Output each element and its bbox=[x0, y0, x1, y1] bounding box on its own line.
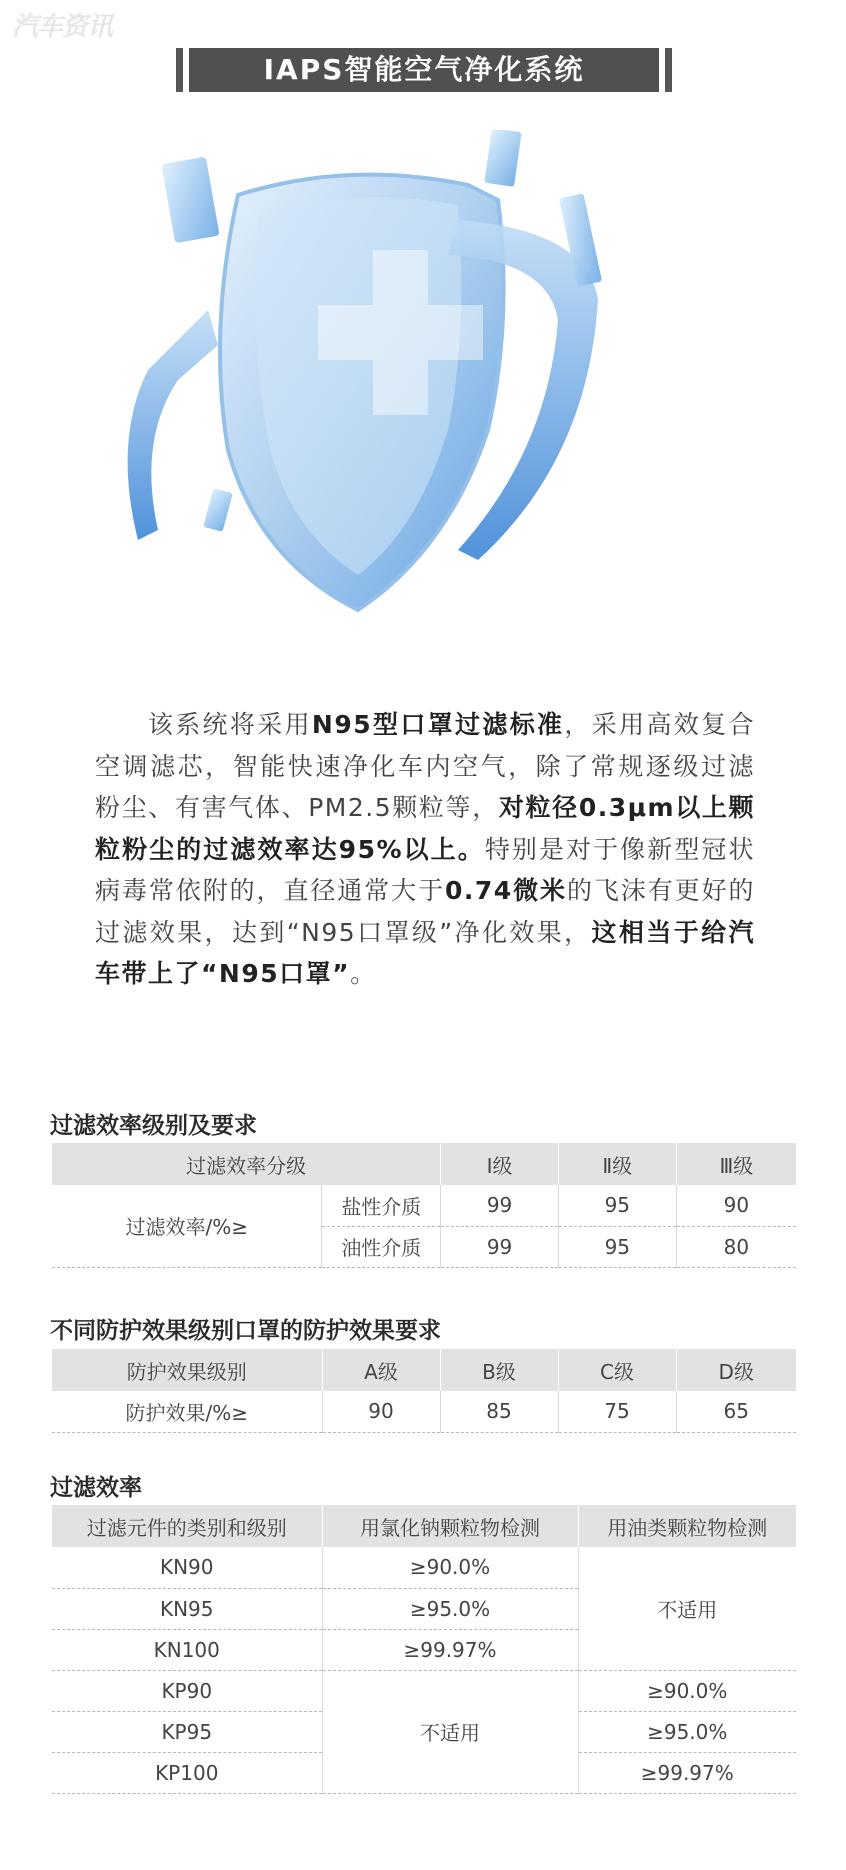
watermark-logo: 汽车资讯 bbox=[12, 12, 113, 42]
paragraph-emphasis: 这相当于给汽车带上了“N95口罩” bbox=[95, 917, 755, 988]
table3-class: KN95 bbox=[52, 1588, 322, 1629]
paragraph-text: 特别是对于像新型冠状病毒常依附的，直径通常大于 bbox=[95, 834, 755, 905]
table2-header-cell: 防护效果级别 bbox=[52, 1349, 322, 1391]
table1-header-cell: Ⅱ级 bbox=[558, 1143, 676, 1185]
table1-cell: 99 bbox=[441, 1185, 559, 1226]
paragraph-text: ，采用高效复合空调滤芯，智能快速净化车内空气，除了常规逐级过滤粉尘、有害气体、PM2.5颗粒等， bbox=[95, 710, 755, 822]
table2-header-cell: C级 bbox=[558, 1349, 676, 1391]
ribbon-left bbox=[128, 310, 218, 540]
table3-header-cell: 用氯化钠颗粒物检测 bbox=[322, 1505, 578, 1547]
table2-row-label: 防护效果/%≥ bbox=[52, 1391, 322, 1432]
page-title: IAPS智能空气净化系统 bbox=[189, 48, 659, 92]
filter-class-table bbox=[52, 1505, 796, 1794]
table3-not-applicable: 不适用 bbox=[322, 1670, 578, 1793]
table3-class: KN90 bbox=[52, 1547, 322, 1588]
paragraph-text: 该系统将采用 bbox=[147, 710, 312, 739]
table2-header-cell: A级 bbox=[322, 1349, 440, 1391]
floating-card-1 bbox=[161, 157, 219, 244]
table2-header-cell: D级 bbox=[676, 1349, 796, 1391]
table1-header-cell: 过滤效率分级 bbox=[52, 1143, 441, 1185]
table1-row-label: 过滤效率/%≥ bbox=[52, 1185, 322, 1267]
table1-cell: 99 bbox=[441, 1226, 559, 1267]
table3-oil: ≥99.97% bbox=[578, 1752, 796, 1793]
table3-nacl: ≥99.97% bbox=[322, 1629, 578, 1670]
table3-class: KP100 bbox=[52, 1752, 322, 1793]
description-paragraph bbox=[95, 704, 755, 995]
table3-class: KN100 bbox=[52, 1629, 322, 1670]
paragraph-text: 的飞沫有更好的过滤效果，达到“N95口罩级”净化效果， bbox=[95, 876, 755, 947]
table2-header-cell: B级 bbox=[440, 1349, 558, 1391]
table3-not-applicable: 不适用 bbox=[578, 1547, 796, 1670]
table1-medium: 油性介质 bbox=[322, 1226, 441, 1267]
protection-level-table bbox=[52, 1349, 796, 1433]
table3-header-cell: 用油类颗粒物检测 bbox=[578, 1505, 796, 1547]
table1-cell: 80 bbox=[676, 1226, 796, 1267]
table2-cell: 75 bbox=[558, 1391, 676, 1432]
table1-header-cell: Ⅲ级 bbox=[676, 1143, 796, 1185]
paragraph-text: 。 bbox=[350, 959, 377, 988]
table1-header-cell: Ⅰ级 bbox=[441, 1143, 559, 1185]
table2-cell: 85 bbox=[440, 1391, 558, 1432]
table1-cell: 90 bbox=[676, 1185, 796, 1226]
title-left-bar bbox=[176, 48, 183, 92]
floating-card-4 bbox=[203, 488, 233, 532]
table3-heading: 过滤效率 bbox=[50, 1475, 142, 1501]
table1-cell: 95 bbox=[558, 1226, 676, 1267]
title-right-bar bbox=[665, 48, 672, 92]
table3-nacl: ≥95.0% bbox=[322, 1588, 578, 1629]
floating-card-2 bbox=[484, 130, 521, 187]
page-title-banner bbox=[176, 48, 672, 92]
paragraph-emphasis: N95型口罩过滤标准 bbox=[311, 710, 565, 739]
table3-nacl: ≥90.0% bbox=[322, 1547, 578, 1588]
shield-illustration bbox=[118, 130, 728, 680]
paragraph-emphasis: 对粒径0.3μm以上颗粒粉尘的过滤效率达95%以上。 bbox=[95, 793, 756, 864]
table1-medium: 盐性介质 bbox=[322, 1185, 441, 1226]
table2-heading: 不同防护效果级别口罩的防护效果要求 bbox=[50, 1318, 441, 1344]
table3-header-cell: 过滤元件的类别和级别 bbox=[52, 1505, 322, 1547]
table1-heading: 过滤效率级别及要求 bbox=[50, 1113, 257, 1139]
paragraph-emphasis: 0.74微米 bbox=[445, 876, 567, 905]
table3-class: KP90 bbox=[52, 1670, 322, 1711]
table3-oil: ≥95.0% bbox=[578, 1711, 796, 1752]
filter-efficiency-grade-table bbox=[52, 1143, 796, 1268]
table3-oil: ≥90.0% bbox=[578, 1670, 796, 1711]
table2-cell: 90 bbox=[322, 1391, 440, 1432]
table2-cell: 65 bbox=[676, 1391, 796, 1432]
table1-cell: 95 bbox=[558, 1185, 676, 1226]
table3-class: KP95 bbox=[52, 1711, 322, 1752]
